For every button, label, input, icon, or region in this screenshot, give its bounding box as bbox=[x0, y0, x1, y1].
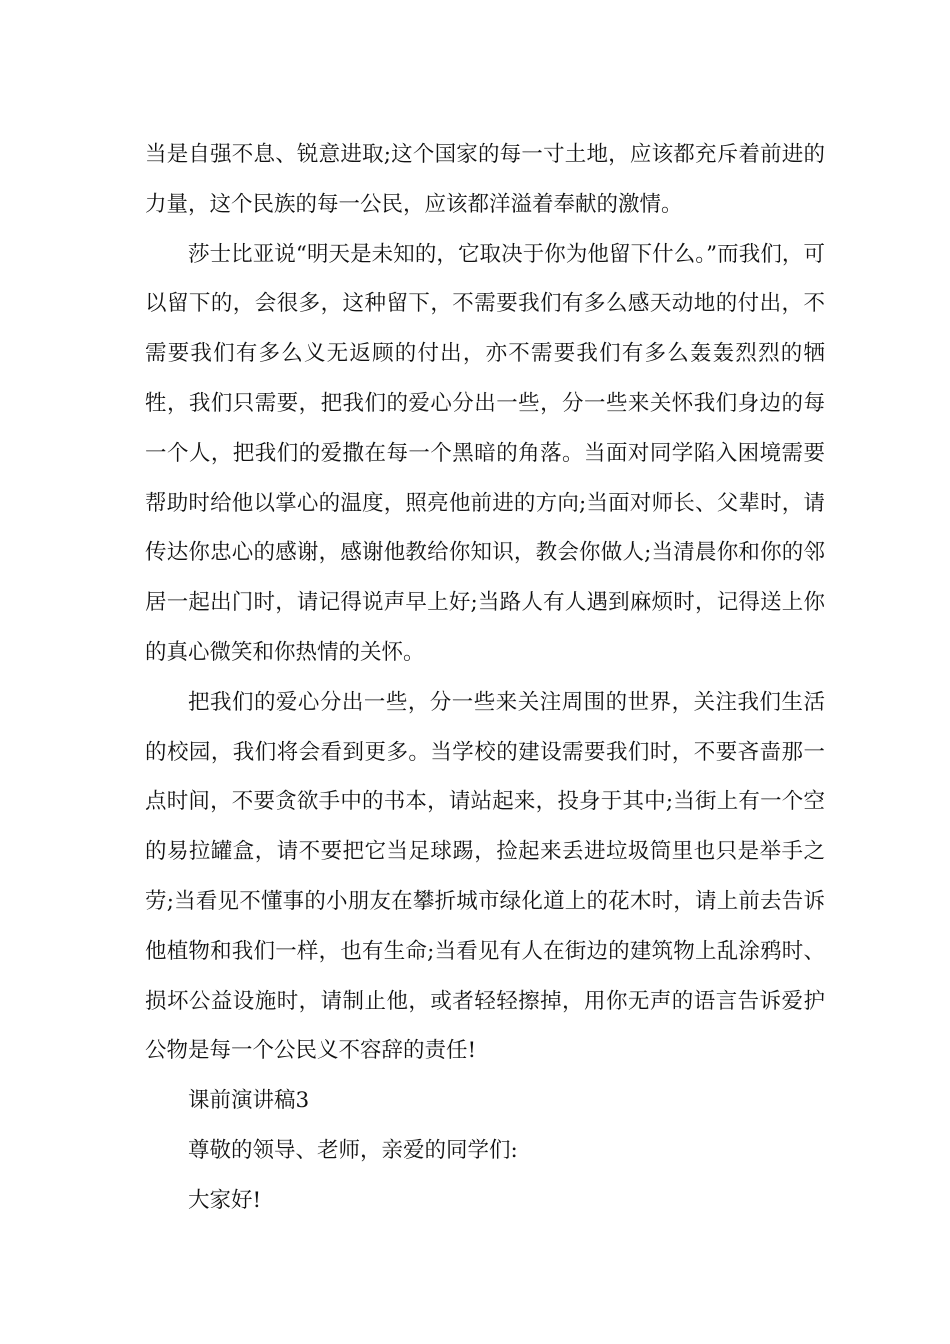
paragraph-continued: 当是自强不息、锐意进取;这个国家的每一寸土地，应该都充斥着前进的力量，这个民族的每一公民，应该都洋溢着奉献的激情。 bbox=[145, 142, 825, 217]
paragraph-campus: 把我们的爱心分出一些，分一些来关注周围的世界，关注我们生活的校园，我们将会看到更多。当学校的建设需要我们时，不要吝啬那一点时间，不要贪欲手中的书本，请站起来，投身于其中;当街上有一个空的易拉罐盒，请不要把它当足球踢，捡起来丢进垃圾筒里也只是举手之劳;当看见不懂事的小朋友在攀折城市绿化道上的花木时，请上前去告诉他植物和我们一样，也有生命;当看见有人在街边的建筑物上乱涂鸦时、损坏公益设施时，请制止他，或者轻轻擦掉，用你无声的语言告诉爱护公物是每一个公民义不容辞的责任! bbox=[145, 689, 825, 1064]
speech-heading: 课前演讲稿3 bbox=[188, 1088, 310, 1114]
paragraph-shakespeare: 莎士比亚说“明天是未知的，它取决于你为他留下什么。”而我们，可以留下的，会很多，这种留下，不需要我们有多么感天动地的付出，不需要我们有多么义无返顾的付出，亦不需要我们有多么轰轰烈烈的牺牲，我们只需要，把我们的爱心分出一些，分一些来关怀我们身边的每一个人，把我们的爱撒在每一个黑暗的角落。当面对同学陷入困境需要帮助时给他以掌心的温度，照亮他前进的方向;当面对师长、父辈时，请传达你忠心的感谢，感谢他教给你知识，教会你做人;当清晨你和你的邻居一起出门时，请记得说声早上好;当路人有人遇到麻烦时，记得送上你的真心微笑和你热情的关怀。 bbox=[145, 241, 825, 665]
salutation: 尊敬的领导、老师，亲爱的同学们: bbox=[188, 1137, 518, 1163]
document-body bbox=[145, 130, 825, 1226]
greeting: 大家好! bbox=[188, 1187, 262, 1213]
